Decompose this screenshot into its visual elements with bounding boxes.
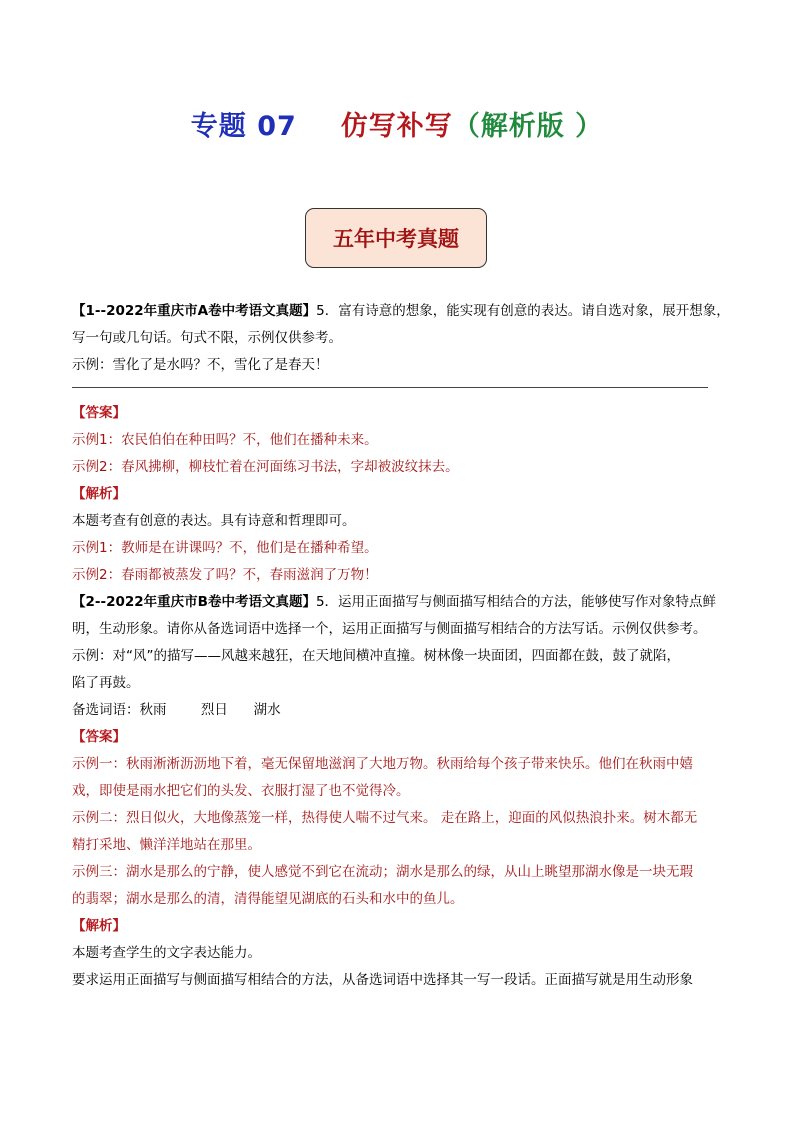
q1-example: 示例：雪化了是水吗？不，雪化了是春天！ <box>72 357 329 373</box>
document-body <box>72 298 732 994</box>
section-label-box <box>305 208 487 268</box>
q2-answer-tag: 【答案】 <box>72 729 126 745</box>
q2-question-line1: 【2--2022年重庆市B卷中考语文真题】5．运用正面描写与侧面描写相结合的方法，能够使写作对象特点鲜 <box>72 594 717 610</box>
q1-answer-2: 示例2：春风拂柳，柳枝忙着在河面练习书法，字却被波纹抹去。 <box>72 459 459 475</box>
q2-answer-2b: 精打采地、懒洋洋地站在那里。 <box>72 837 261 853</box>
title-topic-name: 仿写补写 <box>340 111 453 142</box>
q1-question-line1: 【1--2022年重庆市A卷中考语文真题】5．富有诗意的想象，能实现有创意的表达。请自选对象，展开想象， <box>72 303 730 319</box>
q1-answer-1: 示例1：农民伯伯在种田吗？不，他们在播种未来。 <box>72 432 378 448</box>
q2-example-1: 示例：对“风”的描写——风越来越狂，在天地间横冲直撞。树林像一块面团，四面都在鼓，鼓了就陷， <box>72 648 680 664</box>
document-title <box>0 104 794 143</box>
q2-analysis-tag: 【解析】 <box>72 918 126 934</box>
divider-line <box>72 387 708 388</box>
q1-analysis-2: 示例1：教师是在讲课吗？不，他们是在播种希望。 <box>72 540 378 556</box>
q2-example-2: 陷了再鼓。 <box>72 675 140 691</box>
q1-source: 【1--2022年重庆市A卷中考语文真题】 <box>72 303 317 319</box>
q2-answer-2a: 示例二：烈日似火，大地像蒸笼一样，热得使人喘不过气来。 走在路上，迎面的风似热浪扑来。树木都无 <box>72 810 698 826</box>
q1-analysis-1: 本题考查有创意的表达。具有诗意和哲理即可。 <box>72 513 356 529</box>
q1-question-line2: 写一句或几句话。句式不限，示例仅供参考。 <box>72 330 342 346</box>
q2-analysis-2: 要求运用正面描写与侧面描写相结合的方法，从备选词语中选择其一写一段话。正面描写就是用生动形象 <box>72 972 693 988</box>
q1-analysis-3: 示例2：春雨都被蒸发了吗？不，春雨滋润了万物！ <box>72 567 378 583</box>
q1-answer-tag: 【答案】 <box>72 405 126 421</box>
q2-answer-3a: 示例三：湖水是那么的宁静，使人感觉不到它在流动；湖水是那么的绿，从山上眺望那湖水像是一块无瑕 <box>72 864 693 880</box>
q2-source: 【2--2022年重庆市B卷中考语文真题】 <box>72 594 316 610</box>
q2-answer-3b: 的翡翠；湖水是那么的清，清得能望见湖底的石头和水中的鱼儿。 <box>72 891 464 907</box>
q2-options: 备选词语：秋雨 烈日 湖水 <box>72 702 281 718</box>
q2-answer-1a: 示例一：秋雨淅淅沥沥地下着，毫无保留地滋润了大地万物。秋雨给每个孩子带来快乐。他们在秋雨中嬉 <box>72 756 693 772</box>
q2-answer-1b: 戏，即使是雨水把它们的头发、衣服打湿了也不觉得冷。 <box>72 783 410 799</box>
title-topic-number: 专题 07 <box>190 111 297 142</box>
q2-analysis-1: 本题考查学生的文字表达能力。 <box>72 945 261 961</box>
title-edition: （解析版 ） <box>452 111 604 142</box>
q2-question-line2: 明，生动形象。请你从备选词语中选择一个，运用正面描写与侧面描写相结合的方法写话。示例仅供参考。 <box>72 621 707 637</box>
section-label: 五年中考真题 <box>333 226 459 251</box>
q1-analysis-tag: 【解析】 <box>72 486 126 502</box>
